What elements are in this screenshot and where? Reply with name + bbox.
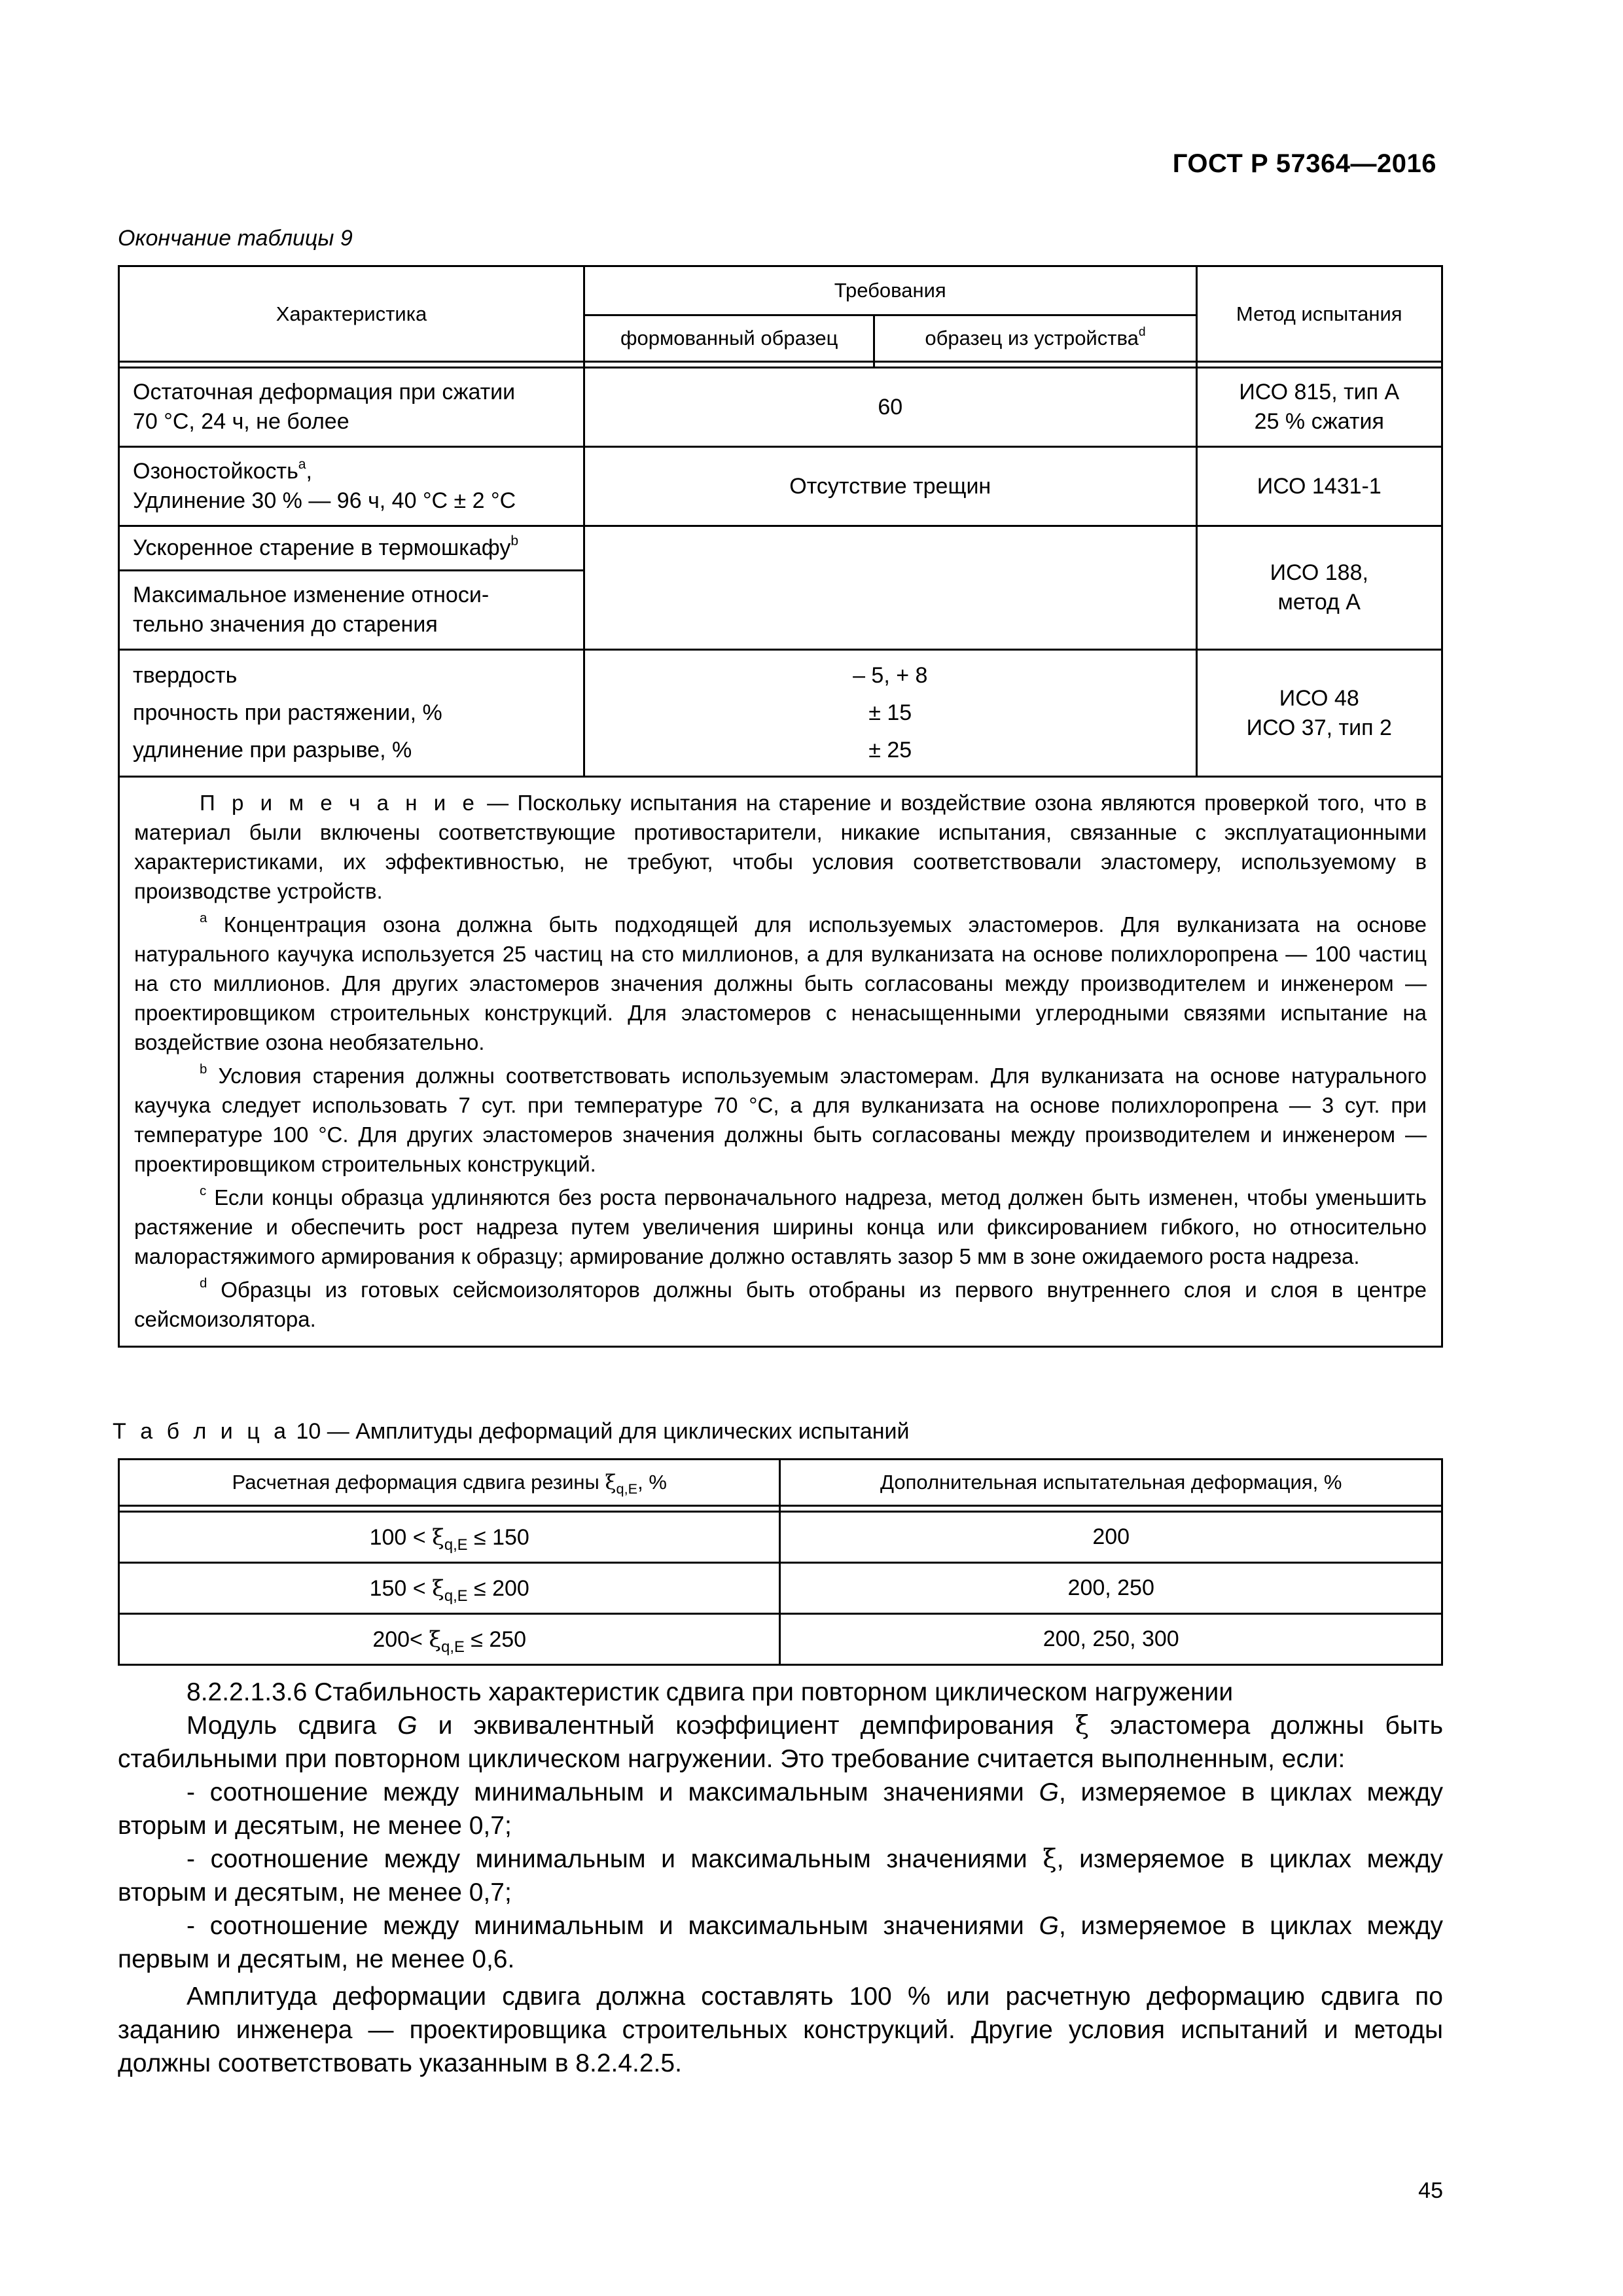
table-9 (118, 265, 1443, 1348)
table-row (119, 1614, 1442, 1665)
aging-empty-cell (584, 526, 1196, 650)
header-device-sample: образец из устройства$^d$ (874, 315, 1196, 362)
table-row (119, 650, 1442, 777)
header-requirements: Требования (584, 266, 1196, 315)
table-row (119, 526, 1442, 571)
table-row (119, 368, 1442, 447)
list-item: - соотношение между минимальным и максимальным значениями ξ, измеряемое в циклах между вторым и десятым, не менее 0,7; (118, 1844, 1444, 1907)
table-row (119, 1512, 1442, 1563)
header-method: Метод испытания (1196, 266, 1442, 362)
strain-range: $100 < \xi_{q,E} \le 150$ (119, 1512, 780, 1563)
table10-title: Т а б л и ц а 10 — Амплитуды деформаций для циклических испытаний (113, 1419, 910, 1444)
general-note: П р и м е ч а н и е — Поскольку испытания на старение и воздействие озона являются проверкой того, что в материал были включены соответствующие противостарители, никакие испытания, связанные с эксплуатационными характеристиками, их эффективностью, не требуют, чтобы условия соответствовали эластомеру, используемому в производстве устройств. (134, 791, 1427, 903)
table9-caption: Окончание таблицы 9 (118, 226, 353, 251)
strain-values: 200, 250 (780, 1563, 1442, 1614)
properties-labels: твердость прочность при растяжении, % удлинение при разрыве, % (119, 650, 584, 777)
strain-values: 200, 250, 300 (780, 1614, 1442, 1665)
strain-range: $200< \xi_{q,E} \le 250$ (119, 1614, 780, 1665)
header-design-strain: Расчетная деформация сдвига резины $\xi_{q,E}$, % (119, 1460, 780, 1506)
strain-range: $150 < \xi_{q,E} \le 200$ (119, 1563, 780, 1614)
header-molded-sample: формованный образец (584, 315, 874, 362)
notes-row (119, 777, 1442, 1347)
compression-set-value: 60 (584, 368, 1196, 447)
accelerated-aging-label: Ускоренное старение в термошкафу$^b$ (119, 526, 584, 571)
paragraph: Амплитуда деформации сдвига должна составлять 100 % или расчетную деформацию сдвига по заданию инженера — проектировщика строительных конструкций. Другие условия испытаний и методы должны соответствовать указанным в 8.2.4.2.5. (118, 1982, 1443, 2077)
section-heading: 8.2.2.1.3.6 Стабильность характеристик сдвига при повторном циклическом нагружении (187, 1678, 1234, 1706)
properties-method: ИСО 48 ИСО 37, тип 2 (1196, 650, 1442, 777)
footnote-b: $^b$ Условия старения должны соответствовать используемым эластомерам. Для вулканизата на основе натурального каучука следует использовать 7 сут. при температуре 70 °С, а для вулканизата на основе полихлоропрена — 3 сут. при температуре 100 °С. Для других эластомеров значения должны быть согласованы между производителем и инженером — проектировщиком строительных конструкций. (134, 1061, 1427, 1176)
document-header: ГОСТ Р 57364—2016 (1172, 149, 1436, 178)
list-item: - соотношение между минимальным и максимальным значениями G, измеряемое в циклах между вторым и десятым, не менее 0,7; (118, 1778, 1444, 1840)
table-row (119, 447, 1442, 526)
compression-set-label: Остаточная деформация при сжатии 70 °С, 24 ч, не более (119, 368, 584, 447)
header-characteristic: Характеристика (119, 266, 584, 362)
max-change-label: Максимальное изменение относи- тельно значения до старения (119, 571, 584, 650)
ozone-resistance-method: ИСО 1431-1 (1196, 447, 1442, 526)
ozone-resistance-value: Отсутствие трещин (584, 447, 1196, 526)
header-additional-strain: Дополнительная испытательная деформация, % (780, 1460, 1442, 1506)
table-row (119, 1563, 1442, 1614)
table-10 (118, 1458, 1443, 1666)
footnote-a: $^a$ Концентрация озона должна быть подходящей для используемых эластомеров. Для вулканизата на основе натурального каучука используется 25 частиц на сто миллионов, а для вулканизата на основе полихлоропрена — 100 частиц на сто миллионов. Для других эластомеров значения должны быть согласованы между производителем и инженером — проектировщиком строительных конструкций. Для эластомеров с ненасыщенными углеродными связями испытание на воздействие озона необязательно. (134, 910, 1427, 1054)
paragraph: Модуль сдвига G и эквивалентный коэффициент демпфирования ξ эластомера должны быть стабильными при повторном циклическом нагружении. Это требование считается выполненным, если: (118, 1711, 1444, 1773)
list-item: - соотношение между минимальным и максимальным значениями G, измеряемое в циклах между первым и десятым, не менее 0,6. (118, 1912, 1444, 1973)
page-number: 45 (1418, 2178, 1443, 2203)
aging-method: ИСО 188, метод А (1196, 526, 1442, 650)
footnote-c: $^c$ Если концы образца удлиняются без роста первоначального надреза, метод должен быть изменен, чтобы уменьшить растяжение и обеспечить рост надреза путем увеличения ширины конца или фиксированием гибкого, но относительно малорастяжимого армирования к образцу; армирование должно оставлять зазор 5 мм в зоне ожидаемого роста надреза. (134, 1183, 1427, 1268)
ozone-resistance-label: Озоностойкость$^a$, Удлинение 30 % — 96 ч, 40 °С ± 2 °С (119, 447, 584, 526)
table9-notes (119, 777, 1442, 1347)
properties-values: – 5, + 8 ± 15 ± 25 (584, 650, 1196, 777)
compression-set-method: ИСО 815, тип А 25 % сжатия (1196, 368, 1442, 447)
footnote-d: $^d$ Образцы из готовых сейсмоизоляторов должны быть отобраны из первого внутреннего слоя и слоя в центре сейсмоизолятора. (134, 1275, 1427, 1331)
body-text (118, 1676, 1443, 2080)
strain-values: 200 (780, 1512, 1442, 1563)
